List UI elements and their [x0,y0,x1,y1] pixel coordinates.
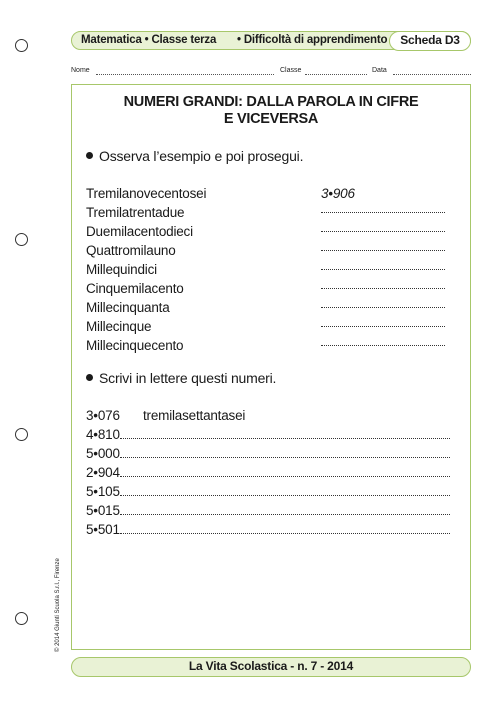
exercise1-instruction-text: Osserva l’esempio e poi prosegui. [99,148,304,164]
answer-field[interactable] [321,260,445,279]
exercise1-instruction [86,148,303,164]
exercise2-instruction [86,370,276,386]
answer-dotted-line[interactable] [321,250,445,251]
exercise2-row [86,501,450,520]
number-word: Tremilanovecentosei [86,186,207,201]
exercise1-row [86,336,446,355]
bullet-icon [86,374,93,381]
answer-dotted-line[interactable] [321,269,445,270]
exercise1-row [86,317,446,336]
answer-dotted-line[interactable] [321,345,445,346]
binder-hole-4 [15,612,28,625]
exercise2-row [86,406,450,425]
date-label: Data [372,67,387,74]
exercise1-row [86,260,446,279]
exercise2-instruction-text: Scrivi in lettere questi numeri. [99,370,277,386]
binder-hole-2 [15,233,28,246]
header-subject: Matematica • Classe terza [81,34,217,46]
number-word: Millequindici [86,262,157,277]
number-word: Duemilacentodieci [86,224,193,239]
sheet-label: Scheda D3 [389,31,471,51]
answer-field[interactable] [321,203,445,222]
title-line-1: NUMERI GRANDI: DALLA PAROLA IN CIFRE [123,94,419,110]
number-word: Quattromilauno [86,243,176,258]
name-label: Nome [71,67,90,74]
exercise2-row [86,482,450,501]
exercise1-row [86,241,446,260]
exercise1-row [86,222,446,241]
exercise2-row [86,444,450,463]
class-label: Classe [280,67,302,74]
class-field[interactable] [305,74,367,75]
number-digits: 5•501 [86,522,120,537]
answer-example: tremilasettantasei [143,408,246,423]
exercise1-row [86,279,446,298]
worksheet-title [71,94,471,128]
answer-field[interactable] [321,222,445,241]
number-word: Tremilatrentadue [86,205,185,220]
answer-field[interactable] [321,317,445,336]
binder-hole-3 [15,428,28,441]
number-digits: 5•015 [86,503,120,518]
copyright-notice: © 2014 Giunti Scuola S.r.l., Firenze [55,558,61,652]
exercise2-row [86,425,450,444]
number-digits: 5•105 [86,484,120,499]
answer-field[interactable] [321,279,445,298]
number-digits: 4•810 [86,427,120,442]
date-field[interactable] [393,74,471,75]
number-word: Millecinque [86,319,152,334]
answer-dotted-line[interactable] [120,457,450,458]
exercise1-row [86,184,446,203]
title-line-2: E VICEVERSA [223,111,319,127]
answer-dotted-line[interactable] [321,231,445,232]
number-digits: 5•000 [86,446,120,461]
header-topic: • Difficoltà di apprendimento [237,34,388,46]
number-word: Millecinquecento [86,338,184,353]
answer-dotted-line[interactable] [120,476,450,477]
binder-hole-1 [15,39,28,52]
answer-dotted-line[interactable] [321,288,445,289]
answer-dotted-line[interactable] [321,326,445,327]
answer-dotted-line[interactable] [120,438,450,439]
answer-field[interactable] [321,241,445,260]
name-field[interactable] [96,74,274,75]
worksheet-frame [71,84,471,650]
footer-bar: La Vita Scolastica - n. 7 - 2014 [71,657,471,677]
answer-dotted-line[interactable] [321,307,445,308]
number-digits: 2•904 [86,465,120,480]
student-fields [71,67,471,79]
number-word: Cinquemilacento [86,281,184,296]
exercise1-row [86,298,446,317]
exercise2-row [86,463,450,482]
answer-example: 3•906 [321,186,355,201]
number-word: Millecinquanta [86,300,170,315]
answer-dotted-line[interactable] [120,533,450,534]
answer-dotted-line[interactable] [321,212,445,213]
answer-dotted-line[interactable] [120,514,450,515]
answer-field[interactable] [321,298,445,317]
answer-field[interactable] [321,336,445,355]
number-digits: 3•076 [86,408,120,423]
exercise2-row [86,520,450,539]
exercise1-row [86,203,446,222]
answer-dotted-line[interactable] [120,495,450,496]
bullet-icon [86,152,93,159]
